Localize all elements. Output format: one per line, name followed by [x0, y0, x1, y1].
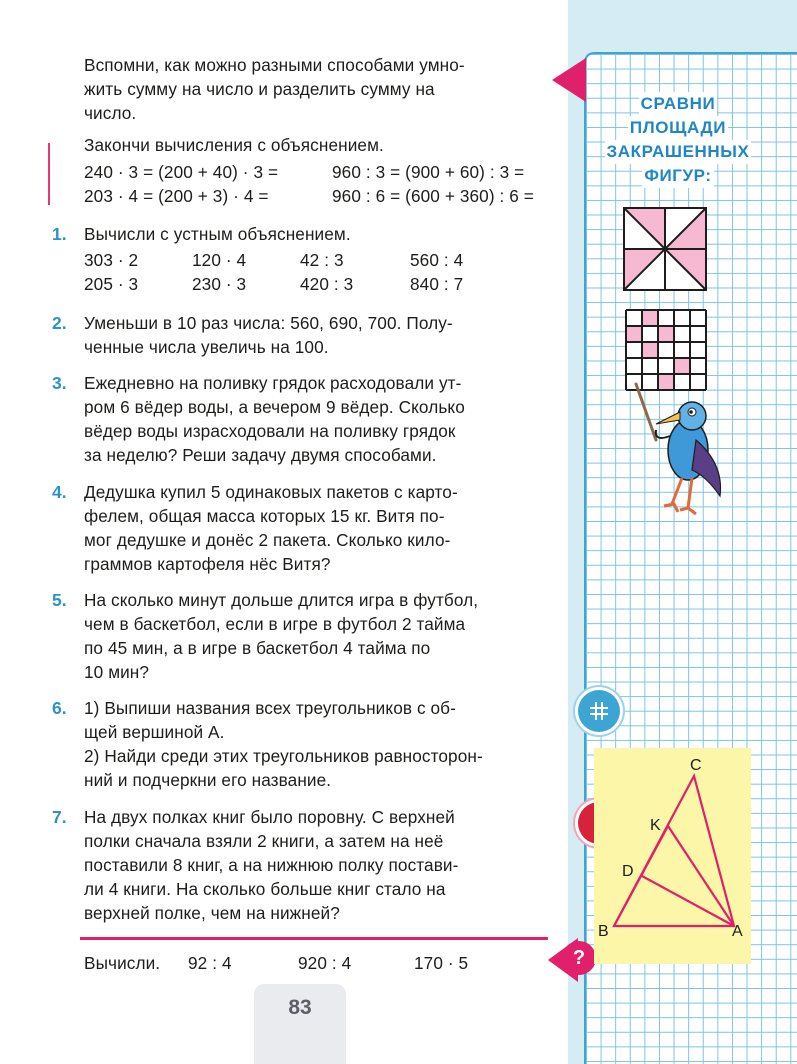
intro-line-1: Вспомни, как можно разными способами умно-: [84, 55, 465, 75]
vertex-label-c: C: [690, 757, 702, 774]
task-4-line-4: граммов картофеля нёс Витя?: [84, 554, 331, 574]
intro-line-2: жить сумму на число и разделить сумму на: [84, 79, 435, 99]
sidebar-title-line: ФИГУР:: [642, 164, 713, 188]
shaded-square-figure: [622, 206, 708, 292]
bird-pupil: [689, 410, 693, 414]
question-icon: [562, 941, 596, 975]
pink-pointer-top: [552, 58, 586, 102]
task-number-5: 5.: [52, 590, 67, 610]
task-1-expr: 840 : 7: [410, 274, 464, 294]
bottom-expr: 920 : 4: [298, 953, 352, 973]
task-1-line-1: Вычисли с устным объяснением.: [84, 224, 351, 244]
bird-foot: [664, 504, 678, 512]
task-4-line-1: Дедушка купил 5 одинаковых пакетов с карто-: [84, 482, 458, 502]
equation-1: 240 · 3 = (200 + 40) · 3 =: [84, 162, 279, 182]
task-4-line-3: мог дедушке и донёс 2 пакета. Сколько кило-: [84, 530, 451, 550]
task-5-line-4: 10 мин?: [84, 662, 150, 682]
point-label-d: D: [622, 863, 634, 880]
grid-glyph: [589, 701, 609, 721]
sidebar-title: [588, 92, 768, 188]
shaded-cell: [658, 326, 674, 342]
bird-foot: [680, 508, 696, 514]
equation-4: 960 : 6 = (600 + 360) : 6 =: [332, 186, 534, 206]
shaded-cell: [674, 358, 690, 374]
pink-side-bar: [48, 143, 50, 205]
finish-title: Закончи вычисления с объяснением.: [84, 135, 384, 155]
task-6-line-4: ний и подчеркни его название.: [84, 770, 332, 790]
bottom-expr: 170 · 5: [414, 953, 469, 973]
task-3-line-4: за неделю? Реши задачу двумя способами.: [84, 445, 437, 465]
task-7-line-3: поставили 8 книг, а на нижнюю полку постави-: [84, 855, 459, 875]
point-label-k: K: [650, 817, 661, 834]
task-2-line-1: Уменьши в 10 раз числа: 560, 690, 700. Полу-: [84, 313, 453, 333]
task-6-line-1: 1) Выпиши названия всех треугольников с об-: [84, 698, 456, 718]
task-5-line-3: по 45 мин, а в игре в баскетбол 4 тайма по: [84, 638, 431, 658]
sidebar-title-line: ПЛОЩАДИ: [628, 116, 728, 140]
shaded-cell: [626, 326, 642, 342]
task-5-line-1: На сколько минут дольше длится игра в футбол,: [84, 590, 479, 610]
question-mark: ?: [572, 946, 586, 969]
task-7-line-4: ли 4 книги. На сколько больше книг стало на: [84, 879, 446, 899]
equation-2: 960 : 3 = (900 + 60) : 3 =: [332, 162, 525, 182]
task-1-expr: 205 · 3: [84, 274, 139, 294]
sidebar-title-line: ЗАКРАШЕННЫХ: [605, 140, 752, 164]
task-number-2: 2.: [52, 313, 67, 333]
shaded-cell: [642, 310, 658, 326]
task-number-3: 3.: [52, 373, 67, 393]
task-2-line-2: ченные числа увеличь на 100.: [84, 337, 329, 357]
task-1-expr: 420 : 3: [300, 274, 354, 294]
bird-wing: [656, 430, 670, 438]
task-number-4: 4.: [52, 482, 67, 502]
task-7-line-5: верхней полке, чем на нижней?: [84, 903, 340, 923]
task-4-line-2: фелем, общая масса которых 15 кг. Витя по-: [84, 506, 445, 526]
intro-line-3: число.: [84, 103, 137, 123]
sidebar-title-line: СРАВНИ: [639, 92, 718, 116]
task-3-line-3: вёдер воды израсходовали на поливку грядок: [84, 421, 456, 441]
triangle-lines: [614, 776, 734, 926]
bottom-expr: 92 : 4: [188, 953, 232, 973]
task-6-line-3: 2) Найди среди этих треугольников равносторон-: [84, 746, 483, 766]
bottom-label: Вычисли.: [84, 953, 161, 973]
task-3-line-2: ром 6 вёдер воды, а вечером 9 вёдер. Сколько: [84, 397, 465, 417]
page-number: 83: [288, 996, 312, 1019]
task-number-7: 7.: [52, 807, 67, 827]
task-1-expr: 230 · 3: [192, 274, 247, 294]
task-7-line-1: На двух полках книг было поровну. С верхней: [84, 807, 455, 827]
pointer-stick: [636, 384, 656, 440]
vertex-label-b: B: [598, 923, 609, 940]
grid-icon: [578, 690, 620, 732]
pink-divider: [80, 937, 548, 940]
equation-3: 203 · 4 = (200 + 3) · 4 =: [84, 186, 269, 206]
task-number-6: 6.: [52, 698, 67, 718]
task-1-expr: 303 · 2: [84, 250, 139, 270]
bird-leg: [688, 478, 692, 508]
task-number-1: 1.: [52, 224, 67, 244]
task-7-line-2: полки сначала взяли 2 книги, а затем на неё: [84, 831, 444, 851]
task-6-line-2: щей вершиной A.: [84, 722, 225, 742]
bird-beak: [656, 412, 680, 424]
shaded-cell: [642, 342, 658, 358]
task-5-line-2: чем в баскетбол, если в игре в футбол 2 тайма: [84, 614, 466, 634]
task-3-line-1: Ежедневно на поливку грядок расходовали ут-: [84, 373, 462, 393]
triangle-abc-figure: [594, 748, 751, 964]
task-1-expr: 42 : 3: [300, 250, 344, 270]
bird-with-pointer-illustration: [626, 380, 732, 516]
task-1-expr: 120 · 4: [192, 250, 247, 270]
task-1-expr: 560 : 4: [410, 250, 464, 270]
bird-leg: [672, 478, 682, 504]
vertex-label-a: A: [732, 923, 743, 940]
